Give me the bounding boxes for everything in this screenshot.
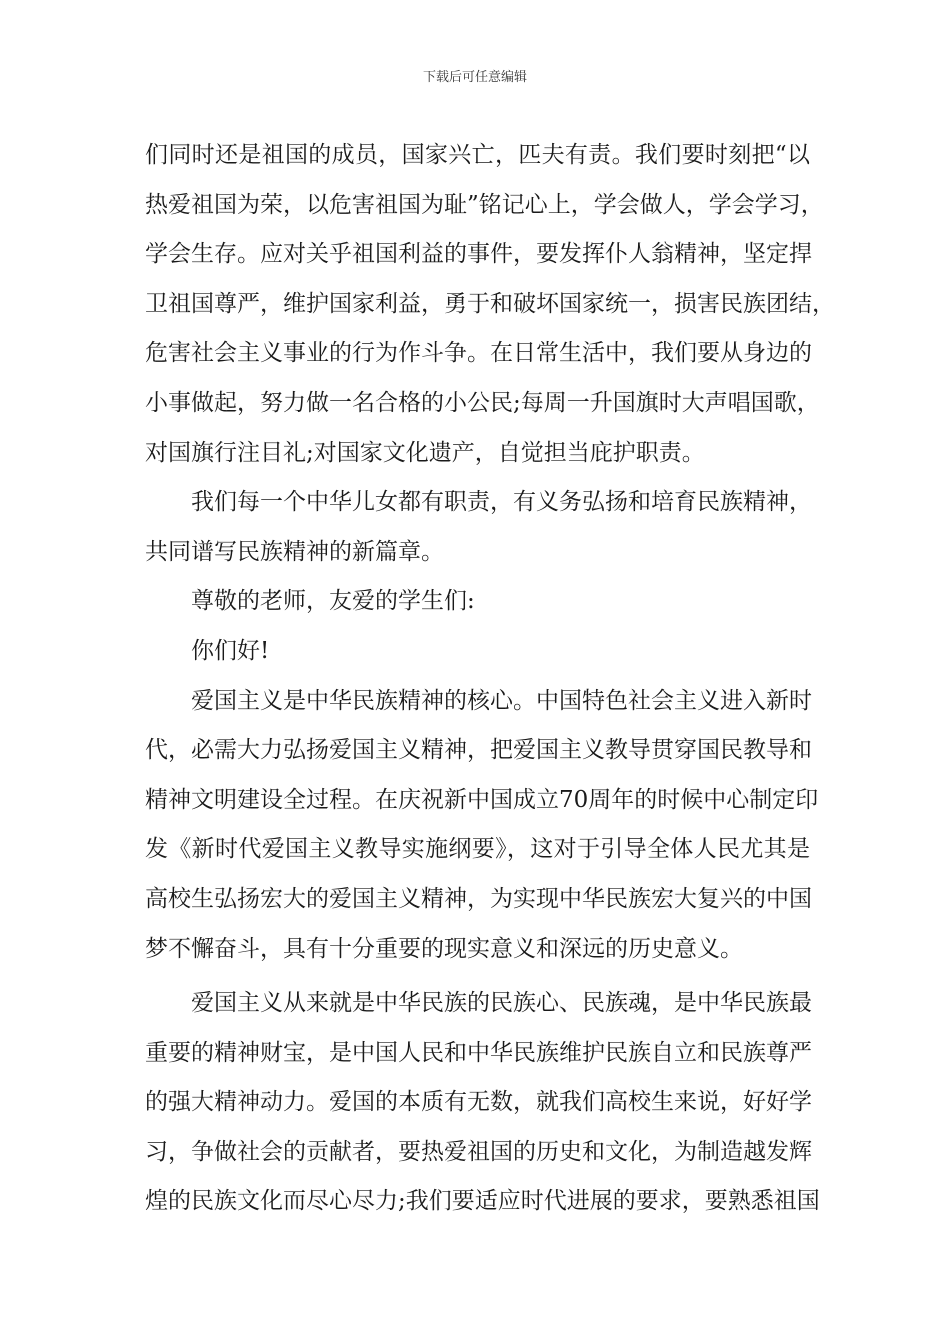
text-line: 共同谱写民族精神的新篇章。 xyxy=(145,538,444,565)
paragraph-2 xyxy=(145,478,810,577)
text-line: 学会生存。应对关乎祖国利益的事件，要发挥仆人翁精神，坚定捍 xyxy=(145,241,812,268)
text-line: 危害社会主义事业的行为作斗争。在日常生活中，我们要从身边的 xyxy=(145,340,812,367)
text-line: 们同时还是祖国的成员，国家兴亡，匹夫有责。我们要时刻把“以 xyxy=(145,142,810,168)
text-line: 热爱祖国为荣，以危害祖国为耻”铭记心上，学会做人，学会学习， xyxy=(145,191,824,218)
text-line: 高校生弘扬宏大的爱国主义精神，为实现中华民族宏大复兴的中国 xyxy=(145,885,812,912)
text-line: 的强大精神动力。爱国的本质有无数，就我们高校生来说，好好学 xyxy=(145,1089,812,1116)
text-line: 你们好! xyxy=(191,637,270,664)
paragraph-4 xyxy=(145,979,820,1227)
text-line: 精神文明建设全过程。在庆祝新中国成立70周年的时候中心制定印 xyxy=(145,786,819,813)
paragraph-3 xyxy=(145,677,819,975)
text-line: 卫祖国尊严，维护国家利益，勇于和破坏国家统一，损害民族团结， xyxy=(145,290,835,317)
text-line: 对国旗行注目礼;对国家文化遗产，自觉担当庇护职责。 xyxy=(145,439,705,466)
page-header: 下载后可任意编辑 xyxy=(422,70,527,85)
paragraph-1 xyxy=(145,131,835,478)
text-line: 煌的民族文化而尽心尽力;我们要适应时代进展的要求，要熟悉祖国 xyxy=(145,1188,820,1215)
text-line: 爱国主义是中华民族精神的核心。中国特色社会主义进入新时 xyxy=(191,687,812,714)
salutation xyxy=(145,577,810,627)
document-body xyxy=(145,131,835,1227)
greeting xyxy=(145,627,810,677)
text-line: 代，必需大力弘扬爱国主义精神，把爱国主义教导贯穿国民教导和 xyxy=(145,737,812,764)
text-line: 小事做起，努力做一名合格的小公民;每周一升国旗时大声唱国歌， xyxy=(145,389,820,416)
text-line: 梦不懈奋斗，具有十分重要的现实意义和深远的历史意义。 xyxy=(145,935,743,962)
text-line: 习，争做社会的贡献者，要热爱祖国的历史和文化，为制造越发辉 xyxy=(145,1138,812,1165)
text-line: 发《新时代爱国主义教导实施纲要》，这对于引导全体人民尤其是 xyxy=(145,836,810,863)
text-line: 爱国主义从来就是中华民族的民族心、民族魂，是中华民族最 xyxy=(191,990,812,1017)
text-line: 尊敬的老师，友爱的学生们: xyxy=(191,588,475,615)
text-line: 我们每一个中华儿女都有职责，有义务弘扬和培育民族精神， xyxy=(191,489,812,516)
text-line: 重要的精神财宝，是中国人民和中华民族维护民族自立和民族尊严 xyxy=(145,1039,812,1066)
